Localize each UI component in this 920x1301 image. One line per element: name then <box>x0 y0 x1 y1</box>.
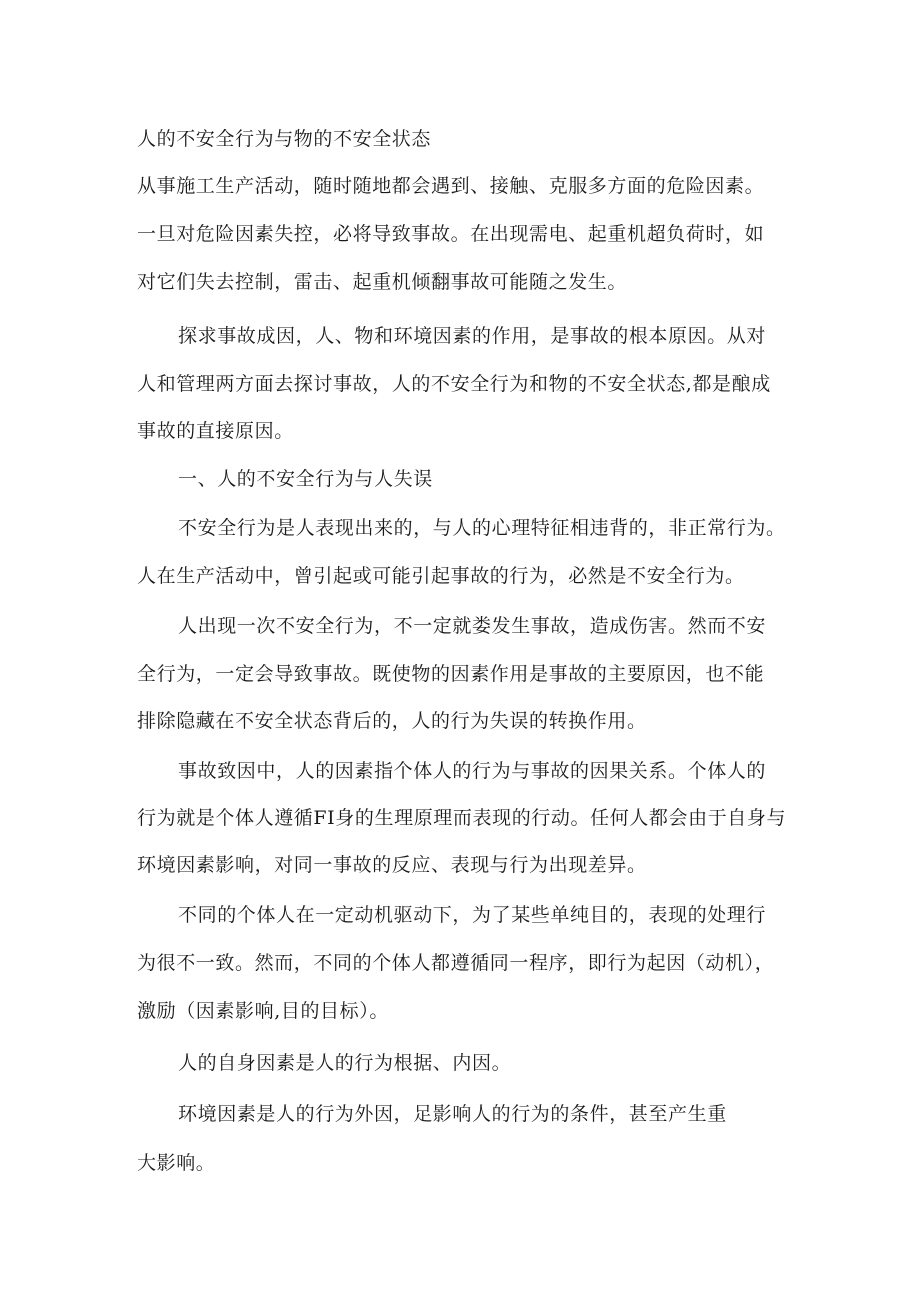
text-line: 环境因素影响，对同一事故的反应、表现与行为出现差异。 <box>137 854 647 876</box>
text-line: 环境因素是人的行为外因，足影响人的行为的条件，甚至产生重 <box>178 1103 727 1125</box>
text-line: 排除隐藏在不安全状态背后的，人的行为失误的转换作用。 <box>137 710 647 732</box>
text-line: 行为就是个体人遵循FI身的生理原理而表现的行动。任何人都会由于自身与 <box>137 807 787 829</box>
text-line: 大影响。 <box>137 1152 216 1174</box>
text-line: 不安全行为是人表现出来的，与人的心理特征相违背的，非正常行为。 <box>178 517 786 539</box>
document-title: 人的不安全行为与物的不安全状态 <box>137 128 432 150</box>
text-line: 探求事故成因，人、物和环境因素的作用，是事故的根本原因。从对 <box>178 325 767 347</box>
text-line: 激励（因素影响,目的目标）。 <box>137 1000 389 1022</box>
text-line: 对它们失去控制，雷击、起重机倾翻事故可能随之发生。 <box>137 271 628 293</box>
text-line: 事故的直接原因。 <box>137 420 294 442</box>
text-line: 全行为，一定会导致事故。既使物的因素作用是事故的主要原因，也不能 <box>137 663 765 685</box>
text-line: 人出现一次不安全行为，不一定就娄发生事故，造成伤害。然而不安 <box>178 615 767 637</box>
text-line: 人和管理两方面去探讨事故，人的不安全行为和物的不安全状态,都是酿成 <box>137 373 771 395</box>
text-line: 事故致因中，人的因素指个体人的行为与事故的因果关系。个体人的 <box>178 760 767 782</box>
text-line: 从事施工生产活动，随时随地都会遇到、接触、克服多方面的危险因素。 <box>137 175 765 197</box>
text-line: 为很不一致。然而，不同的个体人都遵循同一程序，即行为起因（动机）， <box>137 952 775 974</box>
section-heading: 一、人的不安全行为与人失误 <box>178 468 433 490</box>
text-line: 人在生产活动中，曾引起或可能引起事故的行为，必然是不安全行为。 <box>137 565 745 587</box>
text-line: 一旦对危险因素失控，必将导致事故。在出现需电、起重机超负荷时，如 <box>137 223 765 245</box>
text-line: 不同的个体人在一定动机驱动下，为了某些单纯目的，表现的处理行 <box>178 904 767 926</box>
text-line: 人的自身因素是人的行为根据、内因。 <box>178 1052 512 1074</box>
